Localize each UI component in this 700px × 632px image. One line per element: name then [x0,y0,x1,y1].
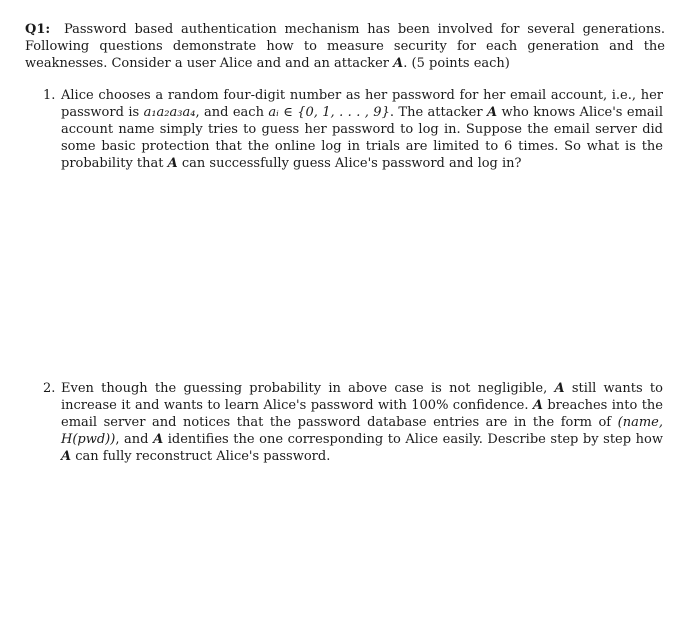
item-text: identifies the one corresponding to Alice easily. Describe step by step how [167,432,663,447]
attacker-symbol: A [393,56,404,71]
item-text: still wants to increase it and wants to learn Alice's password with 100% confidence. [61,381,663,413]
math-digit-set: aᵢ ∈ {0, 1, . . . , 9} [268,105,390,120]
attacker-symbol: A [554,381,565,396]
intro-text-2: . (5 points each) [403,56,510,71]
item-number: 1. [43,88,56,103]
item-body [61,380,663,465]
item-text: can successfully guess Alice's password and log in? [181,156,522,171]
item-text: . The attacker [389,105,483,120]
attacker-symbol: A [487,105,498,120]
item-text: who knows Alice's email account name simply tries to guess her password to log in. Suppose the email server did some basic protection that the online log in trials are limited to 6 times. So what is the probability that [61,105,663,171]
attacker-symbol: A [532,398,543,413]
item-text: , and each [195,105,264,120]
math-db-entry: (name, H(pwd)) [61,415,663,447]
question-label: Q1: [25,22,51,37]
question-intro [25,21,665,72]
item-text: , and [115,432,149,447]
item-text: Alice chooses a random four-digit number as her password for her email account, i.e., her password is [61,88,663,120]
attacker-symbol: A [153,432,164,447]
intro-text-1: Password based authentication mechanism has been involved for several generations. Following questions demonstrate how to measure security for each generation and the weaknesses. Consider a user Alice and and an attacker [25,22,665,71]
attacker-symbol: A [167,156,178,171]
math-password: a₁a₂a₃a₄ [143,105,196,120]
item-text: can fully reconstruct Alice's password. [75,449,331,464]
attacker-symbol: A [61,449,72,464]
item-body [61,87,663,172]
item-text: breaches into the email server and notices that the password database entries are in the form of [61,398,663,430]
question-item-1 [43,87,663,172]
item-number: 2. [43,381,56,396]
item-text: Even though the guessing probability in above case is not negligible, [61,381,548,396]
question-item-2 [43,380,663,465]
